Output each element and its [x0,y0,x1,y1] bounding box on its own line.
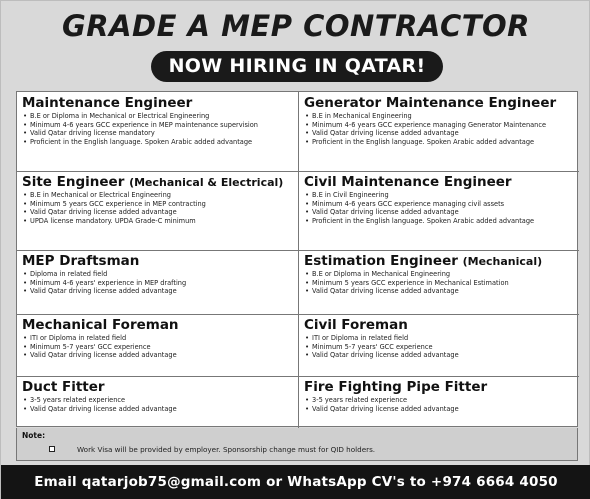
job-requirement: • UPDA license mandatory. UPDA Grade-C minimum [22,217,298,226]
job-requirement: • Valid Qatar driving license added advantage [304,405,579,414]
row-divider [17,171,579,172]
job-requirement: • Minimum 4-6 years' experience in MEP drafting [22,279,298,288]
note-text: Work Visa will be provided by employer. Sponsorship change must for QID holders. [77,445,376,454]
job-requirement: • Proficient in the English language. Spoken Arabic added advantage [22,138,298,147]
job-title: MEP Draftsman [22,253,140,269]
job-card-fire-fighting-pipe-fitter [299,379,579,427]
row-divider [17,250,579,251]
job-requirement: • Valid Qatar driving license added advantage [304,287,579,296]
job-card-mep-draftsman [17,253,298,314]
job-requirement: • Valid Qatar driving license added advantage [22,208,298,217]
job-requirement: • B.E in Mechanical Engineering [304,112,579,121]
job-title: Fire Fighting Pipe Fitter [304,379,488,395]
job-requirement: • Valid Qatar driving license added advantage [304,351,579,360]
job-requirement: • Minimum 5 years GCC experience in Mechanical Estimation [304,279,579,288]
job-requirement: • Proficient in the English language. Spoken Arabic added advantage [304,138,579,147]
note-panel [16,428,578,461]
job-card-civil-foreman [299,317,579,376]
job-subtitle: (Mechanical) [462,255,543,268]
job-requirement: • Diploma in related field [22,270,298,279]
job-requirement: • B.E or Diploma in Mechanical Engineering [304,270,579,279]
job-title: Generator Maintenance Engineer [304,95,557,111]
contact-footer: Email qatarjob75@gmail.com or WhatsApp CV's to +974 6664 4050 [1,465,590,499]
job-card-civil-maintenance-engineer [299,174,579,250]
job-card-duct-fitter [17,379,298,427]
row-divider [17,314,579,315]
job-requirement: • Minimum 4-6 years GCC experience managing Generator Maintenance [304,121,579,130]
job-title: Civil Maintenance Engineer [304,174,512,190]
job-requirement: • B.E in Mechanical or Electrical Engineering [22,191,298,200]
job-title: Civil Foreman [304,317,408,333]
job-requirement: • Minimum 4-6 years GCC experience managing civil assets [304,200,579,209]
job-subtitle: (Mechanical & Electrical) [129,176,284,189]
job-requirement: • Proficient in the English language. Spoken Arabic added advantage [304,217,579,226]
header [1,1,590,87]
job-card-maintenance-engineer [17,95,298,171]
job-title: Mechanical Foreman [22,317,179,333]
job-requirement: • Minimum 5 years GCC experience in MEP contracting [22,200,298,209]
job-requirement: • Valid Qatar driving license added advantage [22,287,298,296]
job-requirement: • B.E or Diploma in Mechanical or Electrical Engineering [22,112,298,121]
job-requirement: • ITI or Diploma in related field [22,334,298,343]
job-title: Maintenance Engineer [22,95,193,111]
job-requirement: • Minimum 4-6 years GCC experience in MEP maintenance supervision [22,121,298,130]
job-requirement: • Valid Qatar driving license added advantage [22,351,298,360]
job-requirement: • Valid Qatar driving license mandatory [22,129,298,138]
job-card-generator-maintenance-engineer [299,95,579,171]
job-title: Estimation Engineer (Mechanical) [304,253,543,269]
note-label: Note: [22,431,46,440]
job-requirement: • Valid Qatar driving license added advantage [304,208,579,217]
job-requirement: • 3-5 years related experience [22,396,298,405]
job-requirement: • Minimum 5-7 years' GCC experience [304,343,579,352]
job-card-estimation-engineer [299,253,579,314]
job-requirement: • Valid Qatar driving license added advantage [22,405,298,414]
job-card-site-engineer [17,174,298,250]
job-requirement: • Minimum 5-7 years' GCC experience [22,343,298,352]
job-requirement: • ITI or Diploma in related field [304,334,579,343]
job-title: Site Engineer (Mechanical & Electrical) [22,174,284,190]
job-title: Duct Fitter [22,379,105,395]
checkbox-icon [49,446,55,452]
job-card-mechanical-foreman [17,317,298,376]
poster-title: GRADE A MEP CONTRACTOR [61,9,531,43]
job-requirement: • B.E in Civil Engineering [304,191,579,200]
jobs-grid [16,91,578,427]
hiring-banner: NOW HIRING IN QATAR! [151,51,443,82]
row-divider [17,376,579,377]
job-requirement: • Valid Qatar driving license added advantage [304,129,579,138]
job-requirement: • 3-5 years related experience [304,396,579,405]
